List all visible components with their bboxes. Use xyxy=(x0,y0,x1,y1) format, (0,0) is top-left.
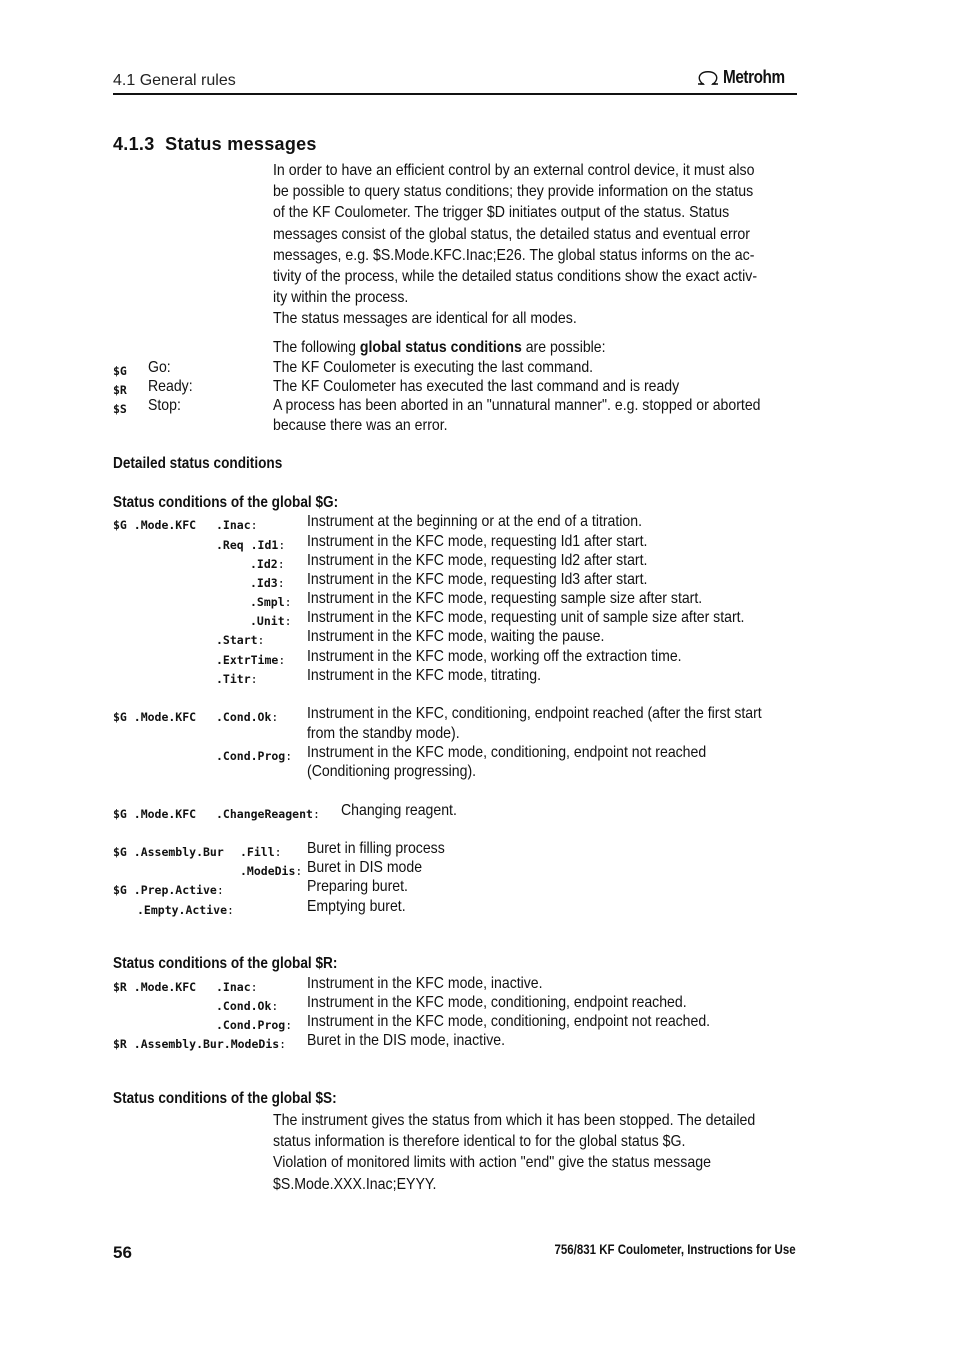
g-assembly-desc: Buret in filling process xyxy=(307,840,445,857)
detailed-heading: Detailed status conditions xyxy=(113,455,283,472)
intro-line: tivity of the process, while the detailed status conditions show the exact activ- xyxy=(273,268,758,286)
g-change-code: .ChangeReagent: xyxy=(216,807,320,821)
g-code: .Req .Id1: xyxy=(216,538,286,552)
global-intro: The following global status conditions are possible: xyxy=(273,339,606,356)
g-assembly-code: .Fill: xyxy=(240,845,282,859)
r-assembly-desc: Buret in the DIS mode, inactive. xyxy=(307,1032,505,1049)
g-prep-prefix: $G .Prep.Active: xyxy=(113,883,224,897)
r-code: .Cond.Ok: xyxy=(216,999,279,1013)
g-desc: Instrument in the KFC mode, working off the extraction time. xyxy=(307,648,682,665)
g-assembly-prefix: $G .Assembly.Bur xyxy=(113,845,224,859)
s-line: The instrument gives the status from which it has been stopped. The detailed xyxy=(273,1112,756,1129)
g-empty-prefix: .Empty.Active: xyxy=(137,903,234,917)
s-line: Violation of monitored limits with action "end" give the status message xyxy=(273,1154,711,1172)
g-cond-code: .Cond.Prog: xyxy=(216,749,293,763)
g-desc: Instrument in the KFC mode, requesting unit of sample size after start. xyxy=(307,609,745,626)
section-heading xyxy=(113,134,317,155)
r-section-heading: Status conditions of the global $R: xyxy=(113,955,338,972)
global-name-r: Ready: xyxy=(148,378,193,395)
intro-line-modes: The status messages are identical for all modes. xyxy=(273,310,577,328)
g-code: .Id3: xyxy=(250,576,285,590)
intro-line: of the KF Coulometer. The trigger $D initiates output of the status. Status xyxy=(273,204,730,222)
g-desc: Instrument in the KFC mode, requesting sample size after start. xyxy=(307,590,703,607)
g-change-desc: Changing reagent. xyxy=(341,802,457,819)
g-change-prefix: $G .Mode.KFC xyxy=(113,807,197,821)
logo-wordmark: Metrohm xyxy=(723,67,785,87)
global-code-s: $S xyxy=(113,402,127,416)
g-code: .Smpl: xyxy=(250,595,292,609)
g-cond-desc-cont: from the standby mode). xyxy=(307,725,460,742)
r-code: .Cond.Prog: xyxy=(216,1018,293,1032)
r-desc: Instrument in the KFC mode, inactive. xyxy=(307,975,543,992)
r-prefix: $R .Mode.KFC xyxy=(113,980,197,994)
intro-line: messages consist of the global status, the detailed status and eventual error xyxy=(273,225,751,243)
g-desc: Instrument in the KFC mode, requesting Id3 after start. xyxy=(307,571,648,588)
r-desc: Instrument in the KFC mode, conditioning, endpoint not reached. xyxy=(307,1013,711,1030)
r-assembly-prefix: $R .Assembly.Bur.ModeDis: xyxy=(113,1037,287,1051)
g-empty-desc: Emptying buret. xyxy=(307,898,406,915)
g-prep-desc: Preparing buret. xyxy=(307,878,408,895)
global-desc-g: The KF Coulometer is executing the last command. xyxy=(273,359,594,376)
g-prefix: $G .Mode.KFC xyxy=(113,518,197,532)
g-code: .ExtrTime: xyxy=(216,653,286,667)
intro-paragraph xyxy=(273,160,795,330)
g-section-heading: Status conditions of the global $G: xyxy=(113,494,339,511)
s-line: status information is therefore identical to for the global status $G. xyxy=(273,1133,686,1151)
intro-line: In order to have an efficient control by an external control device, it must also xyxy=(273,162,755,179)
s-section-paragraph xyxy=(273,1110,795,1195)
g-desc: Instrument in the KFC mode, titrating. xyxy=(307,667,541,684)
g-code: .Inac: xyxy=(216,518,258,532)
g-assembly-desc: Buret in DIS mode xyxy=(307,859,423,876)
s-line: $S.Mode.XXX.Inac;EYYY. xyxy=(273,1175,437,1193)
g-cond-desc: Instrument in the KFC mode, conditioning, endpoint not reached xyxy=(307,744,707,761)
g-desc: Instrument in the KFC mode, requesting Id2 after start. xyxy=(307,552,648,569)
global-desc-r: The KF Coulometer has executed the last command and is ready xyxy=(273,378,680,395)
intro-line: be possible to query status conditions; they provide information on the status xyxy=(273,183,754,201)
global-desc-s: A process has been aborted in an "unnatural manner". e.g. stopped or aborted xyxy=(273,397,761,414)
g-desc: Instrument at the beginning or at the end of a titration. xyxy=(307,513,643,530)
global-name-g: Go: xyxy=(148,359,171,376)
omega-icon xyxy=(696,69,720,87)
section-title: Status messages xyxy=(165,134,317,154)
r-code: .Inac: xyxy=(216,980,258,994)
global-name-s: Stop: xyxy=(148,397,181,414)
global-desc-s-cont: because there was an error. xyxy=(273,417,448,434)
g-code: .Titr: xyxy=(216,672,258,686)
s-section-heading: Status conditions of the global $S: xyxy=(113,1090,337,1107)
header-rule xyxy=(113,93,797,95)
global-intro-bold: global status conditions xyxy=(359,339,522,356)
g-cond-desc: Instrument in the KFC, conditioning, endpoint reached (after the first start xyxy=(307,705,762,722)
g-cond-prefix: $G .Mode.KFC xyxy=(113,710,197,724)
metrohm-logo xyxy=(696,67,796,88)
g-cond-desc-cont: (Conditioning progressing). xyxy=(307,763,477,780)
page-number: 56 xyxy=(113,1243,132,1262)
g-assembly-code: .ModeDis: xyxy=(240,864,303,878)
g-code: .Start: xyxy=(216,633,265,647)
running-header: 4.1 General rules xyxy=(113,72,236,89)
g-code: .Id2: xyxy=(250,557,285,571)
global-code-r: $R xyxy=(113,383,127,397)
intro-line: messages, e.g. $S.Mode.KFC.Inac;E26. The global status informs on the ac- xyxy=(273,246,755,264)
section-number: 4.1.3 xyxy=(113,134,155,154)
intro-line: ity within the process. xyxy=(273,289,409,307)
g-cond-code: .Cond.Ok: xyxy=(216,710,279,724)
g-desc: Instrument in the KFC mode, waiting the pause. xyxy=(307,628,605,645)
g-desc: Instrument in the KFC mode, requesting Id1 after start. xyxy=(307,533,648,550)
r-desc: Instrument in the KFC mode, conditioning, endpoint reached. xyxy=(307,994,687,1011)
footer-title: 756/831 KF Coulometer, Instructions for Use xyxy=(554,1242,796,1257)
global-code-g: $G xyxy=(113,364,127,378)
g-code: .Unit: xyxy=(250,614,292,628)
